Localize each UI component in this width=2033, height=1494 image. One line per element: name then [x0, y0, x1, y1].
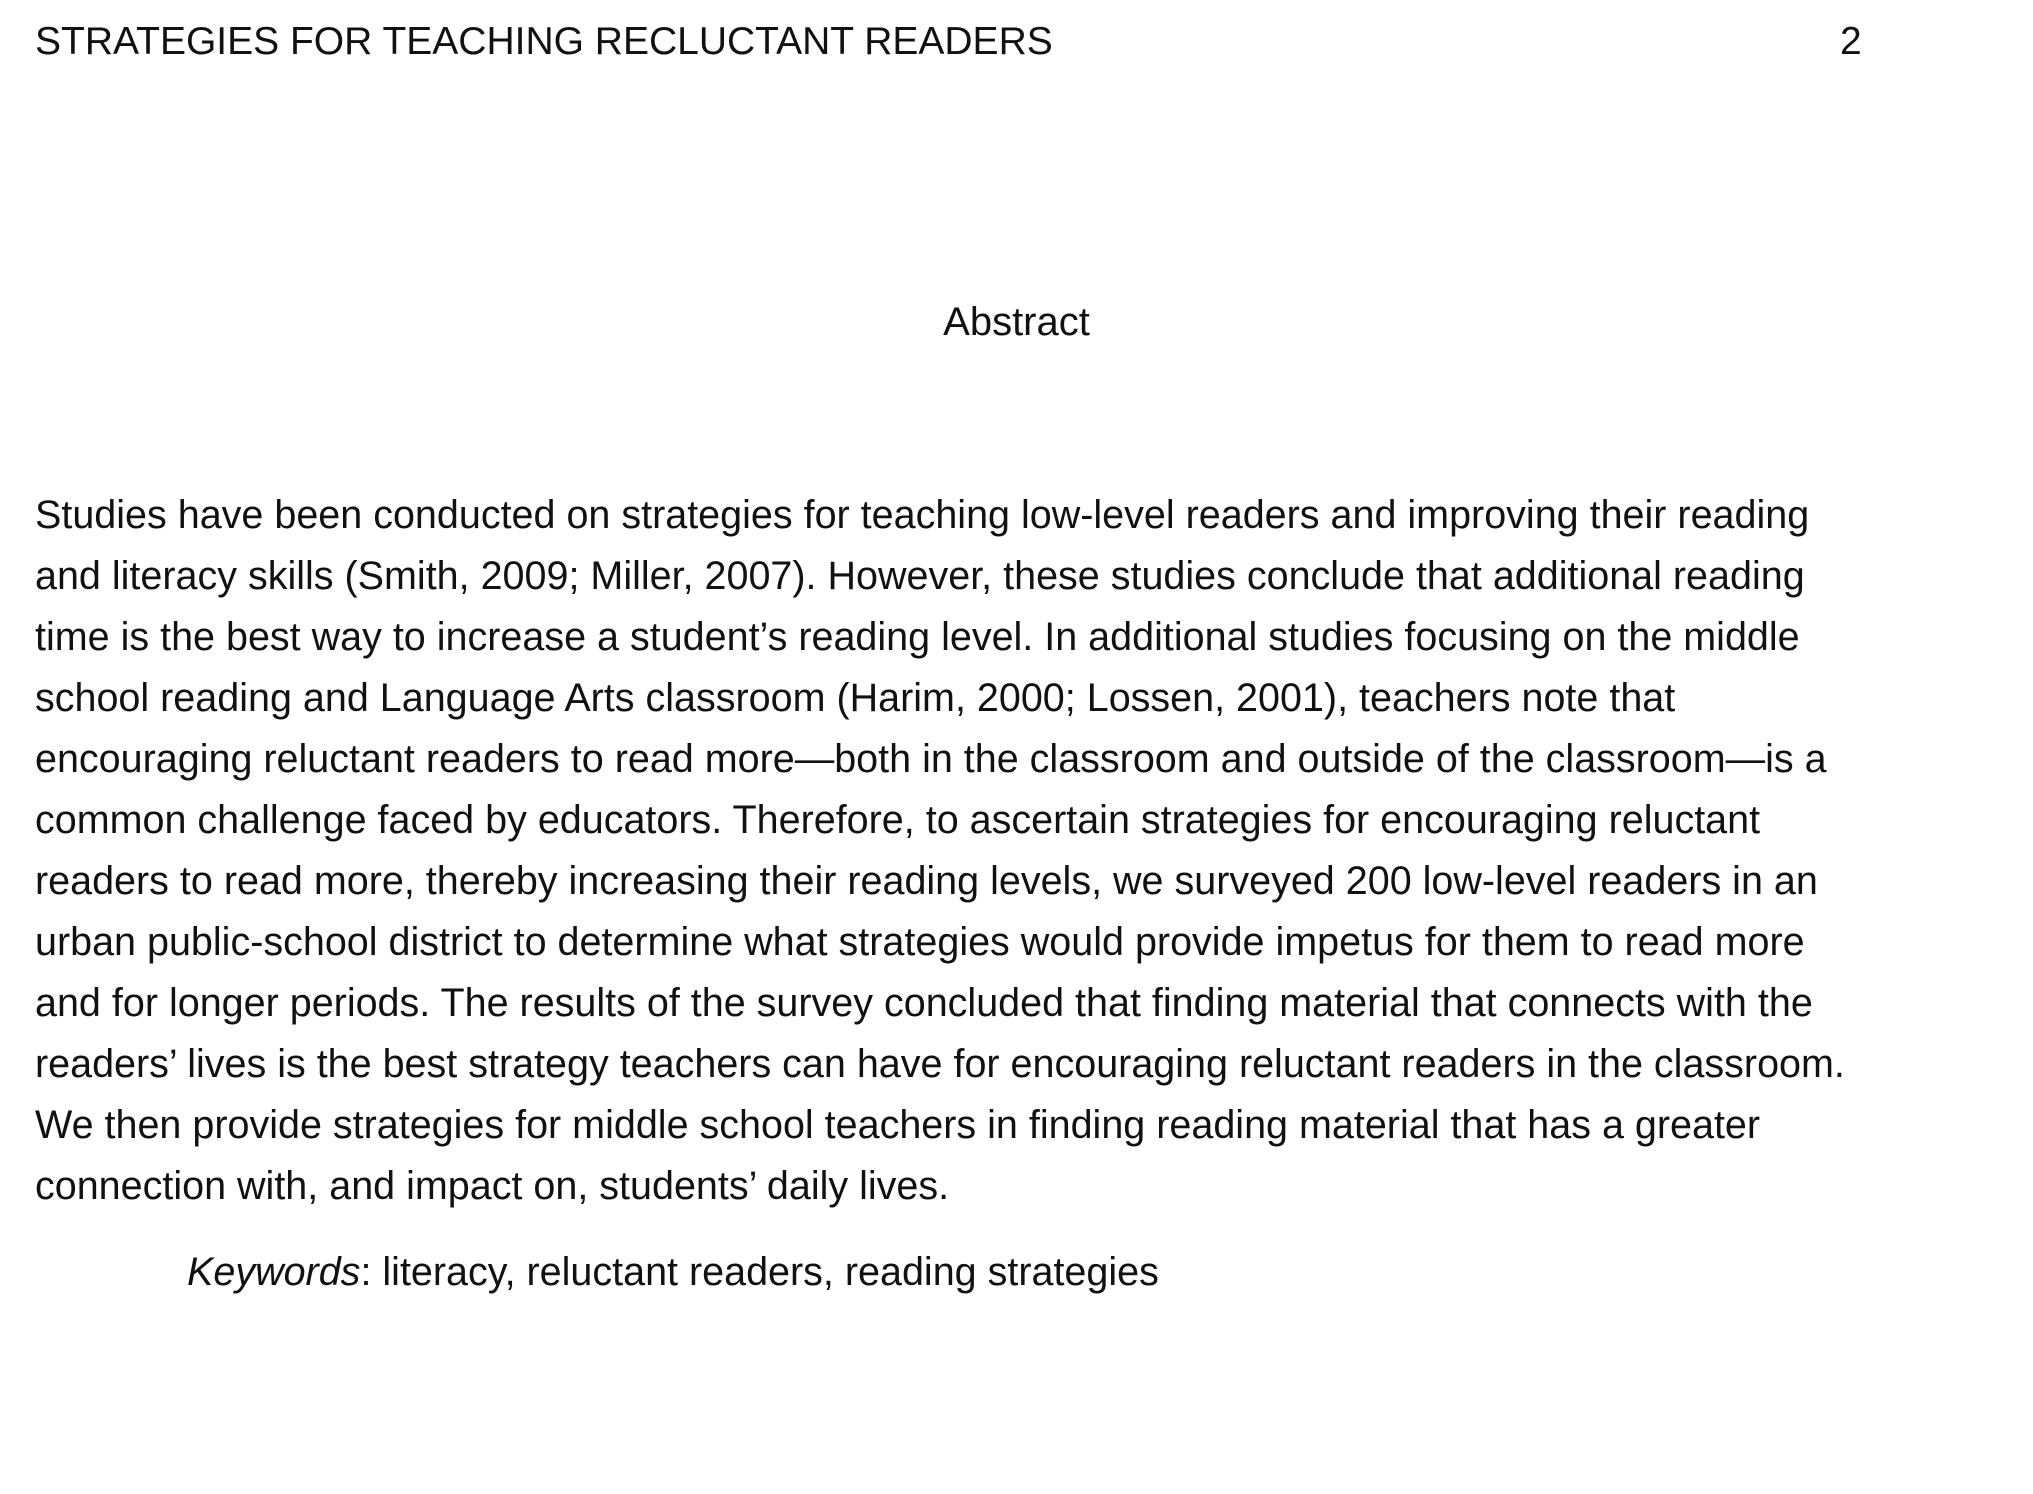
abstract-line: school reading and Language Arts classroom (Harim, 2000; Lossen, 2001), teachers note that [35, 676, 1676, 720]
abstract-line: common challenge faced by educators. Therefore, to ascertain strategies for encouraging reluctant [35, 798, 1761, 842]
running-head: STRATEGIES FOR TEACHING RECLUCTANT READERS [35, 20, 1053, 63]
abstract-line: readers’ lives is the best strategy teachers can have for encouraging reluctant readers in the classroom. [35, 1042, 1845, 1086]
abstract-line: Studies have been conducted on strategies for teaching low-level readers and improving their reading [35, 493, 1810, 537]
keywords-label: Keywords [187, 1250, 361, 1294]
abstract-line: connection with, and impact on, students’ daily lives. [35, 1164, 950, 1208]
abstract-line: encouraging reluctant readers to read more—both in the classroom and outside of the classroom—is a [35, 737, 1827, 781]
keywords-line [187, 1242, 1159, 1303]
abstract-line: readers to read more, thereby increasing their reading levels, we surveyed 200 low-level readers in an [35, 859, 1818, 903]
abstract-line: time is the best way to increase a student’s reading level. In additional studies focusing on the middle [35, 615, 1800, 659]
abstract-line: We then provide strategies for middle school teachers in finding reading material that has a greater [35, 1103, 1761, 1147]
abstract-line: and literacy skills (Smith, 2009; Miller, 2007). However, these studies conclude that additional reading [35, 554, 1805, 598]
abstract-line: and for longer periods. The results of the survey concluded that finding material that connects with the [35, 981, 1813, 1025]
abstract-body [35, 485, 2015, 1217]
page-number: 2 [1840, 20, 1862, 63]
keywords-text: : literacy, reluctant readers, reading strategies [360, 1250, 1159, 1294]
abstract-heading: Abstract [943, 300, 1090, 344]
abstract-line: urban public-school district to determine what strategies would provide impetus for them to read more [35, 920, 1805, 964]
